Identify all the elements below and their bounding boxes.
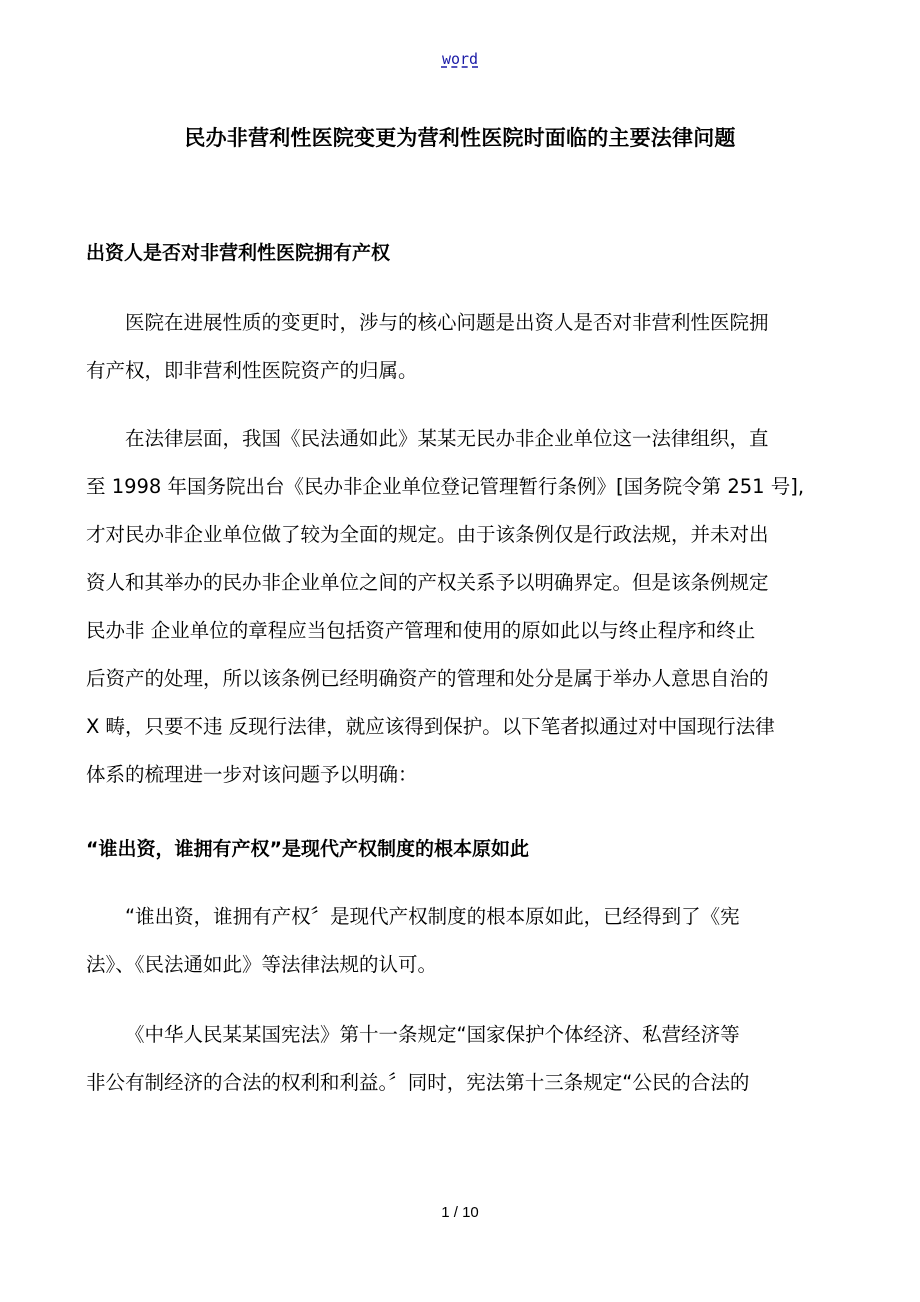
paragraph-line: 民办非 企业单位的章程应当包括资产管理和使用的原如此以与终止程序和终止 — [86, 619, 756, 642]
paragraph-2 — [86, 415, 846, 799]
paragraph-4 — [86, 1011, 846, 1107]
paragraph-line: 资人和其举办的民办非企业单位之间的产权关系予以明确界定。但是该条例规定 — [86, 571, 769, 594]
paragraph-line: 才对民办非企业单位做了较为全面的规定。由于该条例仅是行政法规，并未对出 — [86, 523, 769, 546]
paragraph-line: 体系的梳理进一步对该问题予以明确： — [86, 763, 418, 786]
paragraph-3 — [86, 893, 846, 989]
document-title: 民办非营利性医院变更为营利性医院时面临的主要法律问题 — [184, 126, 736, 150]
paragraph-line: 至 1998 年国务院出台《民办非企业单位登记管理暂行条例》[国务院令第 251 号], — [86, 475, 805, 498]
paragraph-line: 有产权，即非营利性医院资产的归属。 — [86, 359, 418, 382]
paragraph-line: X 畴，只要不违 反现行法律，就应该得到保护。以下笔者拟通过对中国现行法律 — [86, 715, 775, 738]
paragraph-1 — [86, 299, 846, 395]
paragraph-line: 在法律层面，我国《民法通如此》某某无民办非企业单位这一法律组织，直 — [125, 427, 769, 450]
paragraph-line: 法》、《民法通如此》等法律法规的认可。 — [86, 953, 438, 976]
paragraph-line: 医院在进展性质的变更时，涉与的核心问题是出资人是否对非营利性医院拥 — [125, 311, 769, 334]
paragraph-line: 《中华人民某某国宪法》第十一条规定“国家保护个体经济、私营经济等 — [125, 1023, 740, 1046]
header-text: word — [441, 50, 479, 68]
page-header — [0, 50, 920, 68]
paragraph-line: 非公有制经济的合法的权利和利益。〞同时，宪法第十三条规定“公民的合法的 — [86, 1071, 750, 1094]
page-number: 1 / 10 — [441, 1204, 479, 1221]
paragraph-line: “谁出资，谁拥有产权〞是现代产权制度的根本原如此，已经得到了《宪 — [125, 905, 740, 928]
section-heading-2: “谁出资，谁拥有产权”是现代产权制度的根本原如此 — [86, 838, 529, 860]
paragraph-line: 后资产的处理，所以该条例已经明确资产的管理和处分是属于举办人意思自治的 — [86, 667, 769, 690]
section-heading-1: 出资人是否对非营利性医院拥有产权 — [86, 242, 391, 264]
